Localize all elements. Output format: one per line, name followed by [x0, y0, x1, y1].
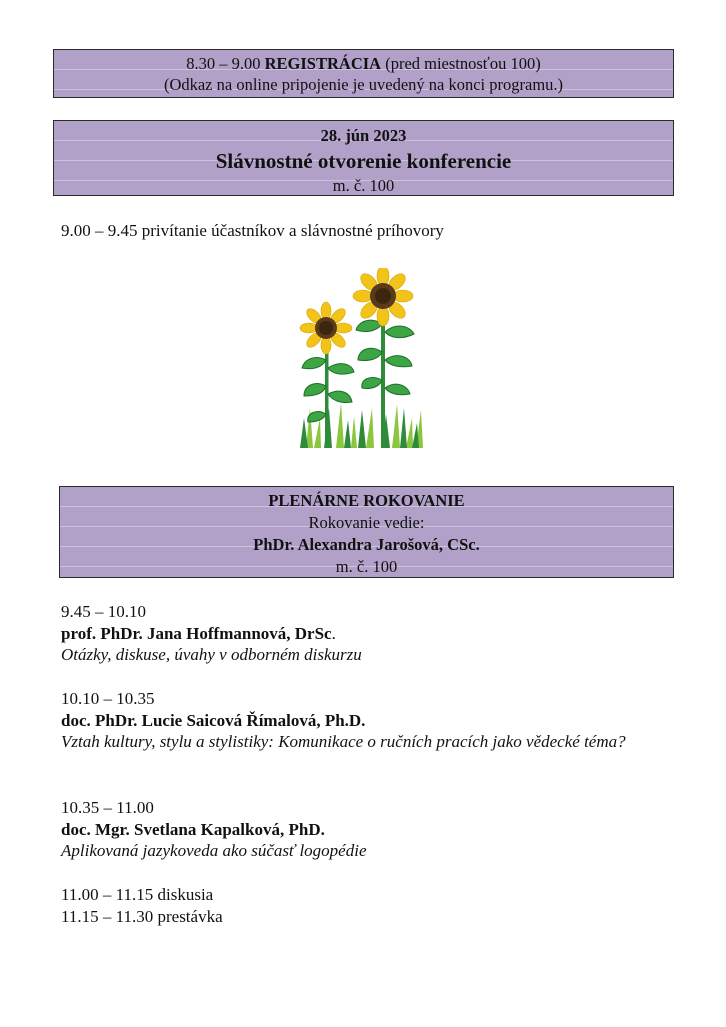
- talk-title: Aplikovaná jazykoveda ako súčasť logopédie: [61, 841, 367, 860]
- registration-time: 8.30 – 9.00: [186, 54, 261, 73]
- registration-title: REGISTRÁCIA: [264, 54, 382, 73]
- discussion-line: 11.00 – 11.15 diskusia: [61, 885, 214, 904]
- plenary-box: [59, 486, 674, 578]
- opening-box: [53, 120, 674, 196]
- talk-speaker: prof. PhDr. Jana Hoffmannová, DrSc: [61, 623, 332, 643]
- talk-time: 10.10 – 10.35: [61, 689, 155, 708]
- chair-label: Rokovanie vedie:: [308, 513, 425, 532]
- registration-line: [54, 53, 673, 74]
- talk-speaker-line: [61, 710, 661, 732]
- registration-box: [53, 49, 674, 98]
- talk-time: 9.45 – 10.10: [61, 602, 146, 621]
- opening-room: m. č. 100: [332, 176, 395, 195]
- talk-speaker-suffix: .: [331, 623, 336, 643]
- talk-item: [61, 601, 661, 666]
- registration-location: (pred miestnosťou 100): [385, 54, 541, 73]
- closing-schedule: [61, 884, 661, 927]
- plenary-room: m. č. 100: [335, 557, 398, 576]
- talk-title: Vztah kultury, stylu a stylistiky: Komunikace o ručních pracích jako vědecké téma?: [61, 732, 626, 751]
- welcome-line: 9.00 – 9.45 privítanie účastníkov a slávnostné príhovory: [61, 221, 444, 240]
- talk-speaker: doc. PhDr. Lucie Saicová Římalová, Ph.D.: [61, 710, 366, 730]
- online-note: (Odkaz na online pripojenie je uvedený na konci programu.): [163, 75, 564, 94]
- sunflowers-illustration: [296, 268, 428, 450]
- talk-speaker: doc. Mgr. Svetlana Kapalková, PhD.: [61, 819, 325, 839]
- talk-item: [61, 797, 661, 862]
- talk-time: 10.35 – 11.00: [61, 798, 154, 817]
- talk-speaker-line: [61, 623, 661, 645]
- break-line: 11.15 – 11.30 prestávka: [61, 906, 223, 926]
- talk-item: [61, 688, 661, 753]
- talk-title: Otázky, diskuse, úvahy v odborném diskurzu: [61, 645, 362, 664]
- chair-name: PhDr. Alexandra Jarošová, CSc.: [253, 535, 480, 554]
- opening-title: Slávnostné otvorenie konferencie: [215, 149, 512, 173]
- conference-date: 28. jún 2023: [320, 126, 407, 145]
- talk-speaker-line: [61, 819, 661, 841]
- plenary-title: PLENÁRNE ROKOVANIE: [268, 491, 465, 510]
